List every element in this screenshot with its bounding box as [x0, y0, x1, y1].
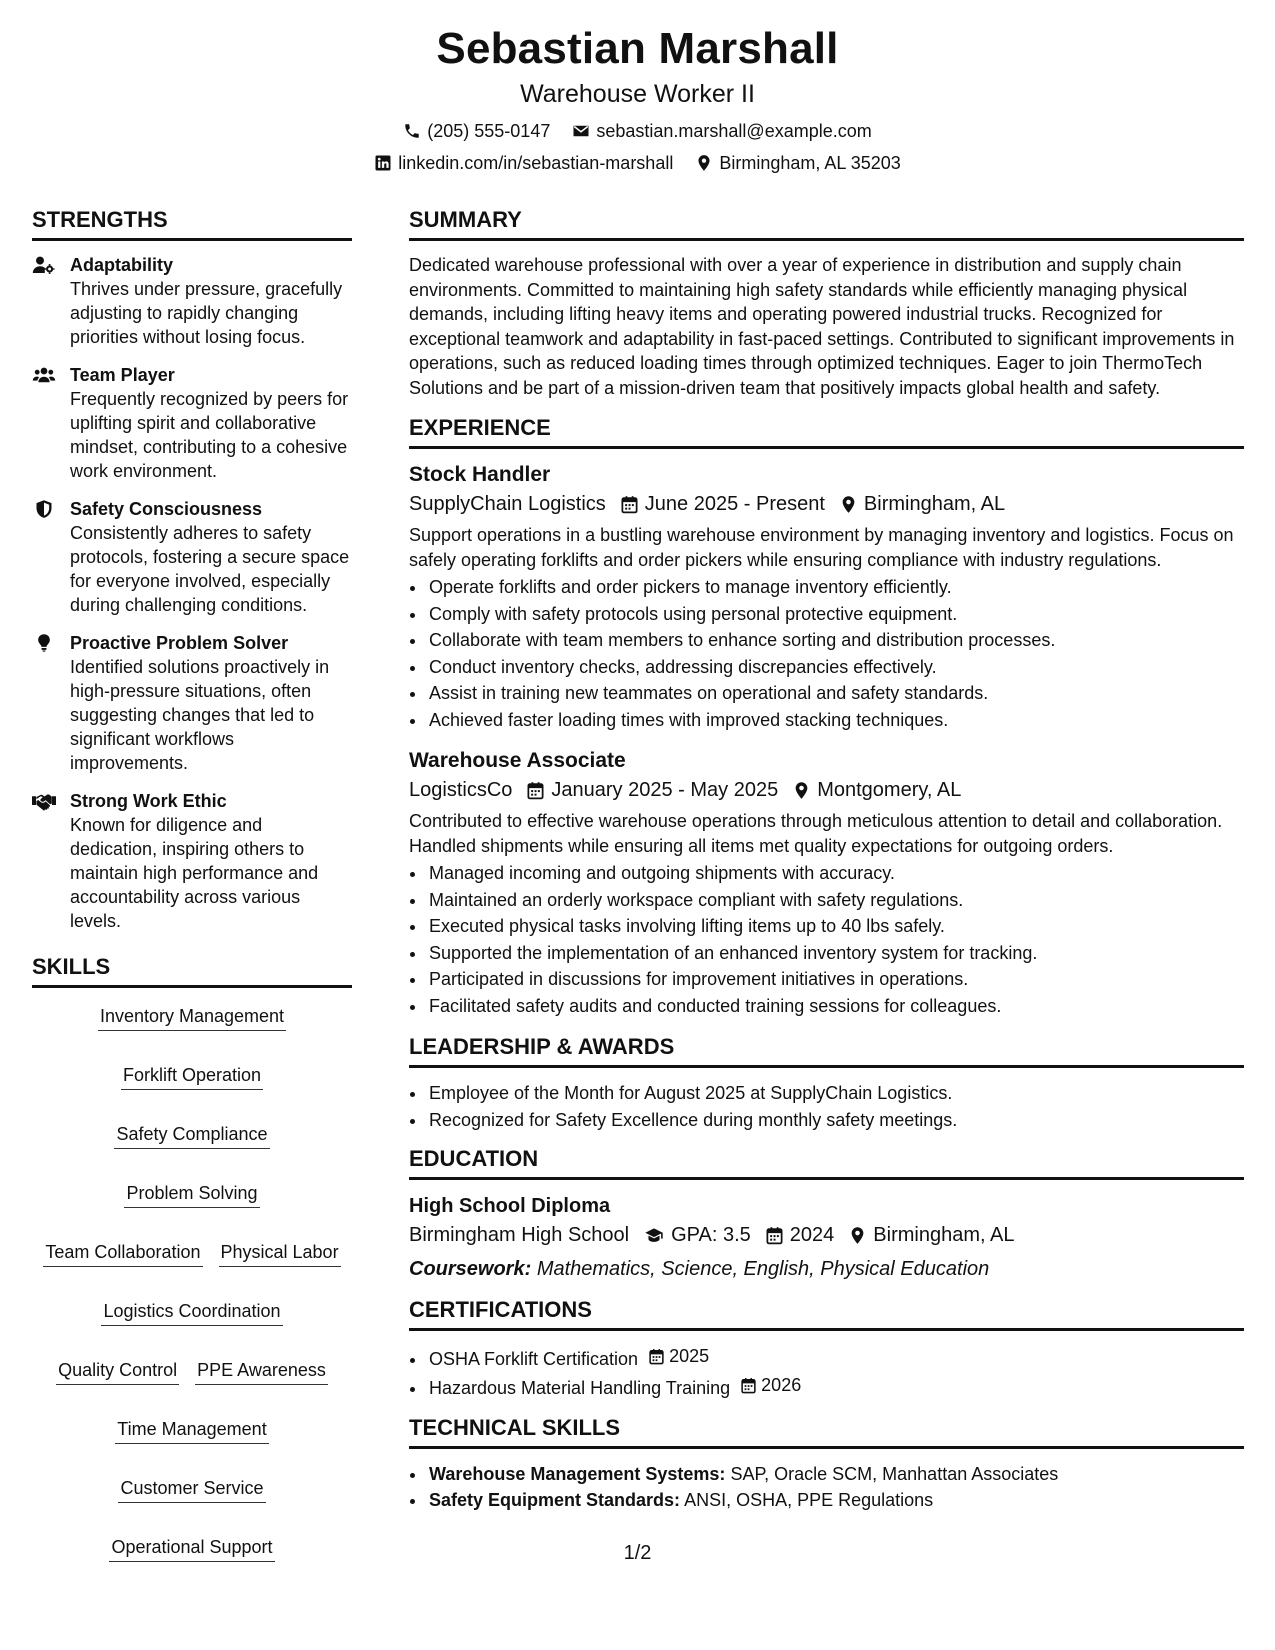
lightbulb-icon	[32, 631, 58, 655]
certifications-heading: CERTIFICATIONS	[409, 1296, 1244, 1331]
users-icon	[32, 363, 58, 387]
candidate-name: Sebastian Marshall	[436, 24, 839, 73]
right-column	[409, 206, 1244, 1514]
skill-tag: Operational Support	[109, 1535, 274, 1562]
strength-title: Strong Work Ethic	[70, 791, 227, 811]
strength-title: Adaptability	[70, 255, 174, 275]
list-item: • Managed incoming and outgoing shipments with accuracy.	[427, 860, 1244, 887]
email-contact[interactable]	[572, 118, 871, 144]
strength-item	[32, 631, 352, 775]
skill-tag: Physical Labor	[219, 1240, 341, 1267]
phone-contact[interactable]	[403, 118, 550, 144]
cert-name: Hazardous Material Handling Training	[429, 1378, 731, 1398]
list-item: • Achieved faster loading times with improved stacking techniques.	[427, 707, 1244, 734]
linkedin-icon	[374, 154, 392, 172]
skill-tag: Forklift Operation	[121, 1063, 263, 1090]
list-item: • Collaborate with team members to enhance sorting and distribution processes.	[427, 627, 1244, 654]
awards-list	[409, 1080, 1244, 1133]
education-entry	[409, 1192, 1244, 1284]
strengths-heading: STRENGTHS	[32, 206, 352, 241]
awards-heading: LEADERSHIP & AWARDS	[409, 1033, 1244, 1068]
calendar-icon	[648, 1348, 665, 1365]
degree-title: High School Diploma	[409, 1195, 611, 1217]
school-name: Birmingham High School	[409, 1224, 630, 1246]
skill-tag: PPE Awareness	[195, 1358, 328, 1385]
list-item: • Conduct inventory checks, addressing discrepancies effectively.	[427, 654, 1244, 681]
list-item: • Participated in discussions for improvement initiatives in operations.	[427, 966, 1244, 993]
location-contact	[695, 150, 900, 176]
job-bullets	[409, 574, 1244, 733]
education-heading: EDUCATION	[409, 1145, 1244, 1180]
skills-heading: SKILLS	[32, 953, 352, 988]
job-meta	[409, 775, 1244, 805]
list-item: • Maintained an orderly workspace compliant with safety regulations.	[427, 887, 1244, 914]
mail-icon	[572, 122, 590, 140]
job-bullets	[409, 860, 1244, 1019]
location-text: Birmingham, AL 35203	[719, 153, 901, 173]
list-item: • Comply with safety protocols using personal protective equipment.	[427, 601, 1244, 628]
strength-title: Proactive Problem Solver	[70, 633, 289, 653]
location-pin-icon	[848, 1226, 867, 1245]
tech-label: Safety Equipment Standards:	[429, 1490, 681, 1510]
skill-tag: Inventory Management	[98, 1004, 286, 1031]
job-title: Warehouse Associate	[409, 749, 626, 772]
cert-year: 2025	[669, 1346, 710, 1366]
skill-tag: Customer Service	[118, 1476, 265, 1503]
contact-line-2	[0, 150, 1275, 176]
job-entry	[409, 747, 1244, 1019]
skill-tag: Team Collaboration	[43, 1240, 202, 1267]
strength-desc: Frequently recognized by peers for uplifting spirit and collaborative mindset, contributing to a cohesive work environment.	[70, 389, 349, 481]
gpa-text: GPA: 3.5	[671, 1224, 751, 1246]
list-item	[427, 1372, 1244, 1401]
job-location: Montgomery, AL	[817, 779, 962, 801]
resume-header	[0, 0, 1275, 176]
calendar-icon	[765, 1226, 784, 1245]
technical-skills-heading: TECHNICAL SKILLS	[409, 1414, 1244, 1449]
user-gear-icon	[32, 253, 58, 277]
job-dates: June 2025 - Present	[644, 493, 825, 515]
list-item: • Supported the implementation of an enhanced inventory system for tracking.	[427, 940, 1244, 967]
list-item: • Facilitated safety audits and conducted training sessions for colleagues.	[427, 993, 1244, 1020]
job-company: SupplyChain Logistics	[409, 493, 606, 515]
strengths-list	[32, 253, 352, 933]
calendar-icon	[526, 781, 545, 800]
candidate-title: Warehouse Worker II	[520, 80, 755, 108]
job-meta	[409, 489, 1244, 519]
graduation-cap-icon	[643, 1226, 665, 1245]
job-description: Support operations in a bustling warehouse environment by managing inventory and logistics. Focus on safely operating forklifts and order pickers while ensuring compliance with industry regulations.	[409, 525, 1234, 570]
graduation-year: 2024	[789, 1224, 835, 1246]
strength-item	[32, 497, 352, 617]
email-text: sebastian.marshall@example.com	[596, 121, 872, 141]
linkedin-text: linkedin.com/in/sebastian-marshall	[398, 153, 674, 173]
job-location: Birmingham, AL	[863, 493, 1006, 515]
list-item: • Employee of the Month for August 2025 at SupplyChain Logistics.	[427, 1080, 1244, 1107]
left-column	[32, 206, 352, 1566]
list-item: • Recognized for Safety Excellence during monthly safety meetings.	[427, 1107, 1244, 1134]
summary-heading: SUMMARY	[409, 206, 1244, 241]
list-item: • Operate forklifts and order pickers to manage inventory efficiently.	[427, 574, 1244, 601]
job-company: LogisticsCo	[409, 779, 513, 801]
location-pin-icon	[839, 495, 858, 514]
tech-label: Warehouse Management Systems:	[429, 1463, 726, 1484]
coursework-text: Mathematics, Science, English, Physical Education	[536, 1258, 990, 1280]
cert-name: OSHA Forklift Certification	[429, 1348, 639, 1369]
contact-line-1	[0, 118, 1275, 144]
certifications-list	[409, 1343, 1244, 1402]
list-item: • Assist in training new teammates on operational and safety standards.	[427, 680, 1244, 707]
calendar-icon	[620, 495, 639, 514]
shield-icon	[32, 497, 58, 521]
education-meta	[409, 1220, 1244, 1250]
strength-title: Safety Consciousness	[70, 499, 263, 519]
handshake-icon	[32, 789, 58, 813]
page-number: 1/2	[623, 1542, 652, 1564]
strength-desc: Consistently adheres to safety protocols, fostering a secure space for everyone involved, especially during challenging conditions.	[70, 523, 350, 615]
phone-text: (205) 555-0147	[427, 121, 551, 141]
cert-year: 2026	[761, 1375, 802, 1396]
summary-text: Dedicated warehouse professional with over a year of experience in distribution and supply chain environments. Committed to maintaining high safety standards while efficiently managing physical demands, including lifting heavy items and operating powered industrial trucks. Recognized for exceptional teamwork and adaptability in fast-paced settings. Contributed to significant improvements in operations, such as reduced loading times through optimized techniques. Eager to join ThermoTech Solutions and be part of a mission-driven team that positively impacts global health and safety.	[409, 255, 1235, 398]
strength-item	[32, 789, 352, 933]
school-location: Birmingham, AL	[873, 1224, 1015, 1246]
strength-desc: Identified solutions proactively in high-pressure situations, often suggesting changes that led to significant workflows improvements.	[70, 657, 330, 773]
skill-tag: Problem Solving	[124, 1181, 259, 1208]
skill-tag: Logistics Coordination	[101, 1299, 282, 1326]
calendar-icon	[740, 1377, 757, 1394]
experience-heading: EXPERIENCE	[409, 414, 1244, 449]
job-entry	[409, 461, 1244, 733]
phone-icon	[403, 122, 421, 140]
strength-desc: Known for diligence and dedication, inspiring others to maintain high performance and accountability across various levels.	[70, 815, 319, 931]
tech-value: ANSI, OSHA, PPE Regulations	[684, 1490, 934, 1510]
list-item	[427, 1487, 1244, 1514]
coursework-label: Coursework:	[409, 1258, 532, 1280]
skills-list	[32, 1000, 352, 1566]
location-pin-icon	[792, 781, 811, 800]
coursework	[409, 1254, 1244, 1284]
strength-item	[32, 253, 352, 349]
location-pin-icon	[695, 154, 713, 172]
tech-value: SAP, Oracle SCM, Manhattan Associates	[730, 1463, 1059, 1484]
strength-title: Team Player	[70, 365, 175, 385]
linkedin-contact[interactable]	[374, 150, 673, 176]
strength-desc: Thrives under pressure, gracefully adjusting to rapidly changing priorities without losing focus.	[70, 279, 343, 347]
job-title: Stock Handler	[409, 463, 551, 486]
strength-item	[32, 363, 352, 483]
skill-tag: Safety Compliance	[114, 1122, 269, 1149]
technical-skills-list	[409, 1461, 1244, 1514]
list-item	[427, 1343, 1244, 1372]
skill-tag: Time Management	[115, 1417, 268, 1444]
job-dates: January 2025 - May 2025	[551, 779, 779, 801]
list-item: • Executed physical tasks involving lifting items up to 40 lbs safely.	[427, 913, 1244, 940]
skill-tag: Quality Control	[56, 1358, 179, 1385]
list-item	[427, 1461, 1244, 1488]
job-description: Contributed to effective warehouse operations through meticulous attention to detail and collaboration. Handled shipments while ensuring all items met quality expectations for outgoing orders.	[409, 811, 1223, 856]
